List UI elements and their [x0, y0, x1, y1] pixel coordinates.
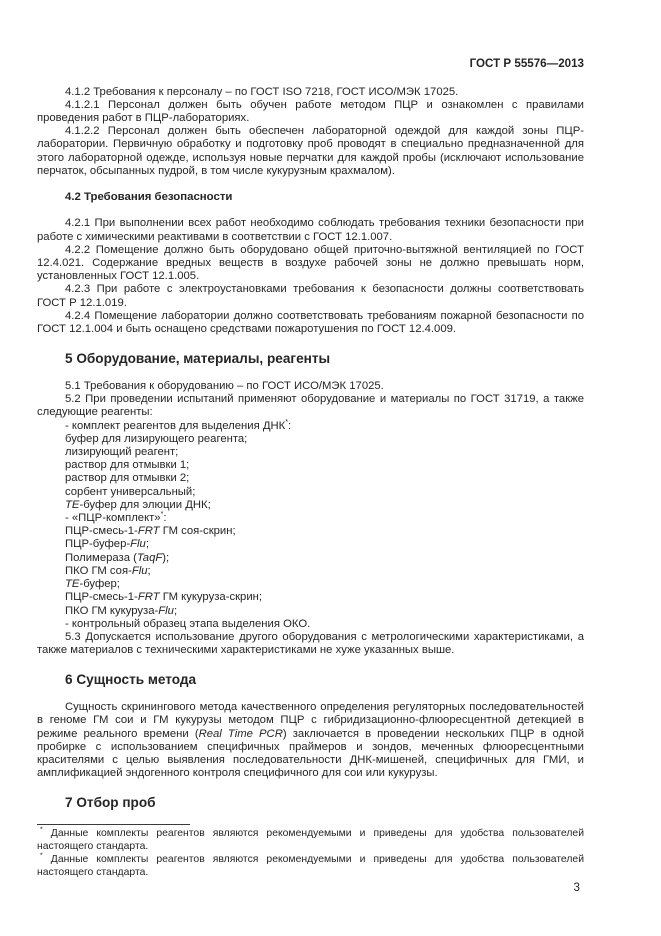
footnote [37, 854, 584, 880]
paragraph-4-1-2-1: 4.1.2.1 Персонал должен быть обучен работе методом ПЦР и ознакомлен с правилами проведения работ в ПЦР-лабораториях. [37, 98, 584, 124]
text-run: ); [162, 551, 170, 564]
text-run: ; [173, 604, 178, 617]
reagent-line [37, 459, 584, 472]
text-run: ГМ соя-скрин; [159, 525, 236, 538]
text-run: Flu [158, 604, 174, 617]
text-run: - контрольный образец этапа выделения ОКО. [65, 617, 311, 630]
paragraph-6-1 [37, 701, 584, 780]
reagent-line [37, 552, 584, 565]
text-run: -буфер для элюции ДНК; [79, 498, 211, 511]
text-run: : [287, 419, 292, 432]
footnote-marker: * [160, 511, 164, 519]
paragraph-4-2-4: 4.2.4 Помещение лаборатории должно соответствовать требованиям пожарной безопасности по ГОСТ 12.1.004 и быть оснащено средствами пожаротушения по ГОСТ 12.4.009. [37, 309, 584, 335]
text-run: ПКО ГМ кукуруза- [65, 604, 159, 617]
text-run: Real Time PCR [198, 727, 283, 740]
paragraph-4-1-2: 4.1.2 Требования к персоналу – по ГОСТ ISO 7218, ГОСТ ИСО/МЭК 17025. [65, 85, 459, 98]
text-run: ПКО ГМ соя- [65, 564, 132, 577]
reagent-line [37, 605, 584, 618]
reagent-line [37, 420, 584, 433]
footnote-block [37, 824, 584, 880]
text-run: раствор для отмывки 2; [65, 472, 190, 485]
text-run: ПЦР-буфер- [65, 538, 131, 551]
text-run: ; [145, 538, 149, 551]
footnote-text: Данные комплекты реагентов являются рекомендуемыми и приведены для удобства пользователей настоящего стандарта. [37, 828, 584, 853]
reagent-line [37, 512, 584, 525]
reagent-line [37, 525, 584, 538]
paragraph-5-2: 5.2 При проведении испытаний применяют оборудование и материалы по ГОСТ 31719, а также следующие реагенты: [37, 393, 584, 419]
heading-7: 7 Отбор проб [65, 795, 156, 811]
text-run: - комплект реагентов для выделения ДНК [65, 419, 286, 432]
reagent-line [37, 446, 584, 459]
footnote-text: Данные комплекты реагентов являются рекомендуемыми и приведены для удобства пользователей настоящего стандарта. [37, 854, 584, 878]
reagent-line [37, 578, 584, 591]
footnote-rule [37, 824, 190, 825]
text-run: ; [147, 564, 151, 577]
footnote-marker: * [285, 418, 288, 426]
text-run: Flu [130, 538, 146, 551]
text-run: FRT [137, 591, 160, 604]
heading-4-2: 4.2 Требования безопасности [65, 190, 233, 203]
paragraph-4-2-3: 4.2.3 При работе с электроустановками требования к безопасности должны соответствовать ГОСТ Р 12.1.019. [37, 283, 584, 309]
text-run: буфер для лизирующего реагента; [65, 432, 248, 445]
text-run: ПЦР-смесь-1- [65, 525, 138, 538]
text-run: ТЕ [65, 498, 80, 511]
text-run: Полимераза ( [65, 551, 137, 564]
text-run: -буфер; [79, 578, 120, 591]
text-run: : [163, 512, 167, 525]
text-run: ГМ кукуруза-скрин; [159, 591, 263, 604]
text-run: ТЕ [65, 578, 80, 591]
paragraph-4-1-2-2: 4.1.2.2 Персонал должен быть обеспечен лабораторной одеждой для каждой зоны ПЦР-лаборатории. Первичную обработку и подготовку проб проводят в специально предназначенной для этого лабораторной одежде, используя новые перчатки для каждой пробы (исключают использование перчаток, обсыпанных пудрой, в том числе кукурузным крахмалом). [37, 125, 584, 177]
reagent-line [37, 433, 584, 446]
footnote-marker: * [40, 852, 43, 860]
reagent-line [37, 591, 584, 604]
text-run: FRT [137, 525, 160, 538]
footnote [37, 828, 584, 854]
heading-6: 6 Сущность метода [65, 672, 197, 688]
reagent-line [37, 538, 584, 551]
reagent-line [37, 499, 584, 512]
paragraph-5-3: 5.3 Допускается использование другого оборудования с метрологическими характеристиками, а также материалов с техническими характеристиками не хуже указанных выше. [37, 630, 584, 657]
reagent-line [37, 472, 584, 485]
text-run: TaqF [136, 551, 163, 564]
page-number: 3 [573, 880, 580, 894]
text-run: ) заключается в проведении нескольких ПЦР в одной пробирке с использованием специфичных праймеров и зондов, меченных флюоресцентными красителями с целью выявления последовательности ДНК-мишеней, специфичных для ГМИ, и амплификацией эндогенного контроля специфичного для сои или кукурузы. [37, 727, 585, 780]
reagent-line [37, 618, 584, 631]
text-run: лизирующий реагент; [65, 446, 179, 459]
reagent-line [37, 565, 584, 578]
paragraph-4-2-2: 4.2.2 Помещение должно быть оборудовано общей приточно-вытяжной вентиляцией по ГОСТ 12.4.021. Содержание вредных веществ в воздухе рабочей зоны не должно превышать норм, установленных ГОСТ 12.1.005. [37, 243, 584, 283]
footnote-marker: * [40, 826, 43, 834]
paragraph-5-1: 5.1 Требования к оборудованию – по ГОСТ ИСО/МЭК 17025. [65, 380, 384, 393]
text-run: Сущность скринингового метода качественного определения регуляторных последовательностей в геноме ГМ сои и ГМ кукурузы методом ПЦР с гибридизационно-флюоресцентной детекцией в режиме реального времени ( [37, 701, 584, 740]
reagent-list [37, 420, 584, 631]
heading-5: 5 Оборудование, материалы, реагенты [65, 351, 331, 367]
document-code: ГОСТ Р 55576—2013 [469, 57, 584, 70]
reagent-line [37, 486, 584, 499]
text-run: раствор для отмывки 1; [65, 459, 190, 472]
text-run: сорбент универсальный; [65, 485, 196, 498]
footnote-list [37, 828, 584, 880]
paragraph-4-2-1: 4.2.1 При выполнении всех работ необходимо соблюдать требования техники безопасности при работе с химическими реактивами в соответствии с ГОСТ 12.1.007. [37, 217, 584, 243]
text-run: Flu [131, 564, 148, 577]
text-run: ПЦР-смесь-1- [65, 591, 138, 604]
text-run: - «ПЦР-комплект» [65, 512, 161, 525]
